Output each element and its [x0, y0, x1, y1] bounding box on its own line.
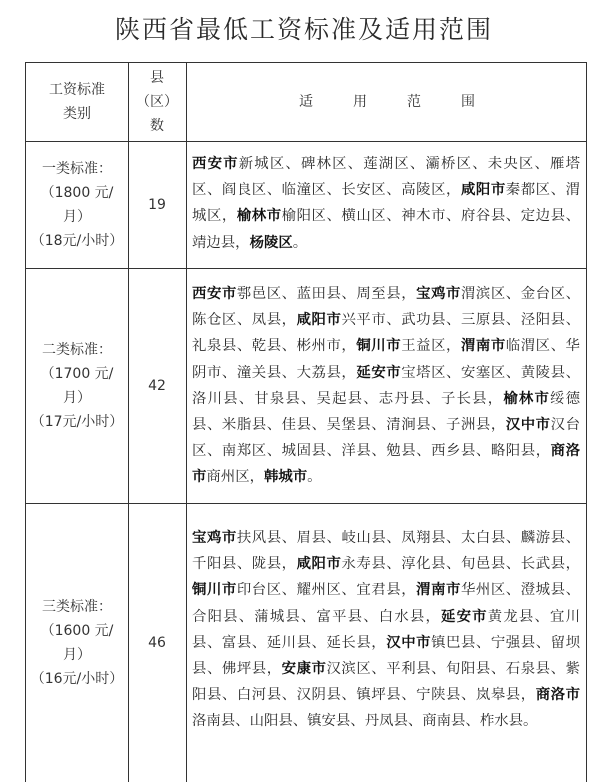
category-line: （18元/小时） [30, 232, 124, 249]
city-name: 咸阳市 [460, 182, 506, 199]
district-list: 汉台区、南郑区、城固县、洋县、勉县、西乡县、略阳县， [192, 417, 580, 460]
district-list: 鄠邑区、蓝田县、周至县， [236, 286, 417, 302]
district-list: 宝塔区、安塞区、黄陵县、洛川县、甘泉县、吴起县、志丹县、子长县， [192, 364, 580, 407]
district-list: 。 [292, 234, 308, 251]
row2-category [26, 268, 128, 503]
header-scope: 适用范围 [299, 94, 515, 110]
category-line: 三类标准： [42, 599, 112, 615]
header-count [128, 63, 186, 141]
district-list: 临渭区、华阴市、潼关县、大荔县， [192, 338, 580, 381]
city-name: 汉中市 [505, 417, 551, 434]
city-name: 商洛市 [535, 687, 580, 704]
city-name: 渭南市 [460, 338, 506, 355]
district-list: 榆阳区、横山区、神木市、府谷县、定边县、靖边县， [192, 208, 580, 251]
district-list: 秦都区、渭城区， [192, 182, 580, 225]
district-list: 华州区、澄城县、合阳县、蒲城县、富平县、白水县， [192, 582, 580, 625]
district-list: 印台区、耀州区、宜君县， [236, 582, 417, 599]
wage-table [25, 62, 587, 782]
category-line: 月） [63, 389, 91, 406]
district-list: 新城区、碑林区、莲湖区、灞桥区、未央区、雁塔区、阎良区、临潼区、长安区、高陵区， [192, 156, 580, 199]
district-list: 。 [307, 469, 322, 486]
district-list: 渭滨区、金台区、陈仓区、凤县， [192, 286, 580, 329]
city-name: 咸阳市 [296, 556, 342, 573]
city-name: 榆林市 [236, 208, 282, 225]
city-name: 铜川市 [192, 582, 237, 599]
row3-count: 46 [148, 635, 166, 651]
district-list: 镇巴县、宁强县、留坝县、佛坪县， [192, 634, 580, 678]
city-name: 杨陵区 [249, 234, 293, 251]
row1-scope [192, 151, 580, 256]
city-name: 宝鸡市 [192, 530, 237, 546]
city-name: 咸阳市 [296, 312, 342, 329]
header-count-line: 数 [150, 118, 164, 134]
city-name: 宝鸡市 [416, 286, 461, 302]
category-line: （1800 元/ [40, 184, 114, 201]
district-list: 洛南县、山阳县、镇安县、丹凤县、商南县、柞水县。 [192, 713, 538, 730]
city-name: 安康市 [281, 661, 327, 678]
district-list: 黄龙县、宜川县、富县、延川县、延长县， [192, 608, 580, 651]
row3-scope [192, 525, 580, 735]
city-name: 延安市 [441, 608, 488, 625]
district-list: 绥德县、米脂县、佳县、吴堡县、清涧县、子洲县， [192, 390, 580, 434]
row2-scope [192, 281, 580, 491]
category-line: （17元/小时） [30, 413, 124, 430]
header-count-line: （区） [136, 94, 178, 110]
district-list: 王益区， [401, 338, 461, 355]
row3-category [26, 503, 128, 783]
row1-count: 19 [148, 196, 166, 213]
header-category [26, 63, 128, 141]
row2-count: 42 [148, 377, 166, 394]
district-list: 汉滨区、平利县、旬阳县、石泉县、紫阳县、白河县、汉阴县、镇坪县、宁陕县、岚皋县， [192, 661, 580, 704]
page-title: 陕西省最低工资标准及适用范围 [114, 15, 493, 44]
category-line: 二类标准： [42, 341, 112, 358]
table-divider [186, 63, 187, 782]
city-name: 铜川市 [356, 338, 402, 355]
city-name: 渭南市 [416, 582, 461, 599]
district-list: 永寿县、淳化县、旬邑县、长武县， [341, 556, 580, 573]
category-line: 月） [63, 647, 91, 663]
city-name: 西安市 [192, 286, 237, 302]
header-category-line: 工资标准 [49, 82, 105, 98]
district-list: 扶风县、眉县、岐山县、凤翔县、太白县、麟游县、千阳县、陇县， [192, 530, 580, 573]
category-line: 一类标准： [42, 160, 112, 177]
header-count-line: 县 [150, 70, 164, 86]
city-name: 韩城市 [263, 469, 308, 486]
category-line: （16元/小时） [30, 671, 124, 687]
district-list: 商州区， [206, 469, 264, 486]
header-category-line: 类别 [63, 106, 91, 122]
city-name: 商洛市 [192, 443, 580, 486]
city-name: 榆林市 [503, 390, 551, 407]
row1-category [26, 141, 128, 268]
city-name: 汉中市 [386, 634, 432, 651]
category-line: （1700 元/ [40, 365, 114, 382]
city-name: 延安市 [356, 364, 402, 381]
district-list: 兴平市、武功县、三原县、泾阳县、礼泉县、乾县、彬州市， [192, 312, 580, 355]
city-name: 西安市 [192, 156, 239, 172]
category-line: 月） [63, 208, 91, 225]
category-line: （1600 元/ [40, 623, 114, 639]
